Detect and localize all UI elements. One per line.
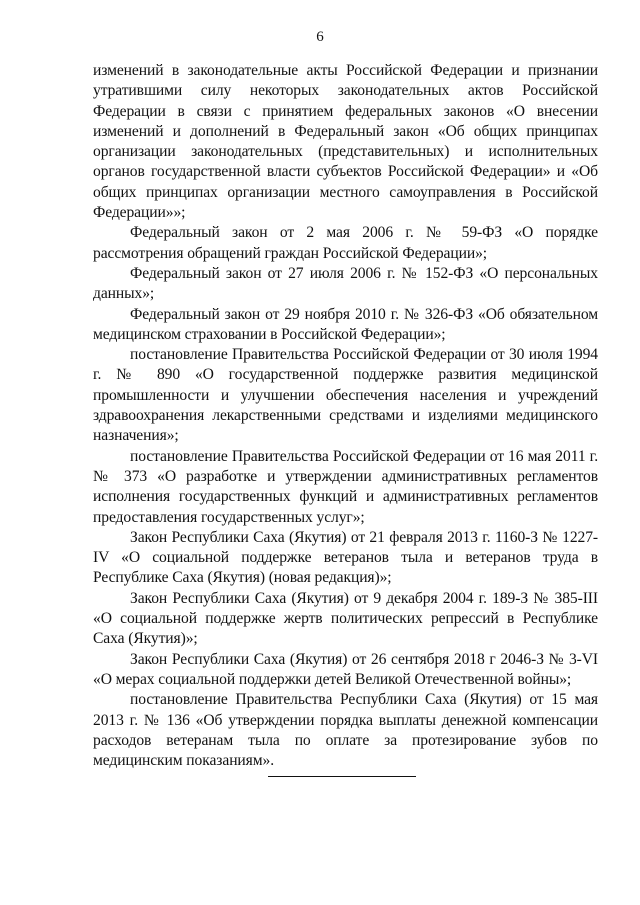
paragraph-resolution-373: постановление Правительства Российской Федерации от 16 мая 2011 г. № 373 «О разработке и утверждении административных регламентов исполнения государственных функций и административных регламентов предоставления государственных услуг»; [93,447,598,526]
footer-divider [268,776,416,777]
paragraph-law-2046z: Закон Республики Саха (Якутия) от 26 сентября 2018 г 2046-З № 3-VI «О мерах социальной поддержки детей Великой Отечественной войны»; [93,650,598,688]
paragraph-continuation: изменений в законодательные акты Российской Федерации и признании утратившими силу некоторых законодательных актов Российской Федерации в связи с принятием федеральных законов «О внесении изменений и дополнений в Федеральный закон «Об общих принципах организации законодательных (представительных) и исполнительных органов государственной власти субъектов Российской Федерации» и «Об общих принципах организации местного самоуправления в Российской Федерации»»; [93,62,598,222]
document-body [93,61,598,771]
paragraph-federal-law-152fz: Федеральный закон от 27 июля 2006 г. № 152-ФЗ «О персональных данных»; [93,264,598,303]
paragraph-law-189z: Закон Республики Саха (Якутия) от 9 декабря 2004 г. 189-З № 385-III «О социальной поддержке жертв политических репрессий в Республике Саха (Якутия)»; [93,589,598,648]
paragraph-resolution-136: постановление Правительства Республики Саха (Якутия) от 15 мая 2013 г. № 136 «Об утверждении порядка выплаты денежной компенсации расходов ветеранам тыла по оплате за протезирование зубов по медицинским показаниям». [93,691,598,770]
paragraph-resolution-890: постановление Правительства Российской Федерации от 30 июля 1994 г. № 890 «О государственной поддержке развития медицинской промышленности и улучшении обеспечения населения и учреждений здравоохранения лекарственными средствами и изделиями медицинского назначения»; [93,346,598,445]
page-number: 6 [316,29,324,45]
paragraph-law-1160z: Закон Республики Саха (Якутия) от 21 февраля 2013 г. 1160-З № 1227-IV «О социальной поддержке ветеранов тыла и ветеранов труда в Республике Саха (Якутия) (новая редакция)»; [93,528,598,587]
paragraph-federal-law-59fz: Федеральный закон от 2 мая 2006 г. № 59-ФЗ «О порядке рассмотрения обращений граждан Российской Федерации»; [93,224,598,262]
paragraph-federal-law-326fz: Федеральный закон от 29 ноября 2010 г. № 326-ФЗ «Об обязательном медицинском страховании в Российской Федерации»; [93,305,598,343]
